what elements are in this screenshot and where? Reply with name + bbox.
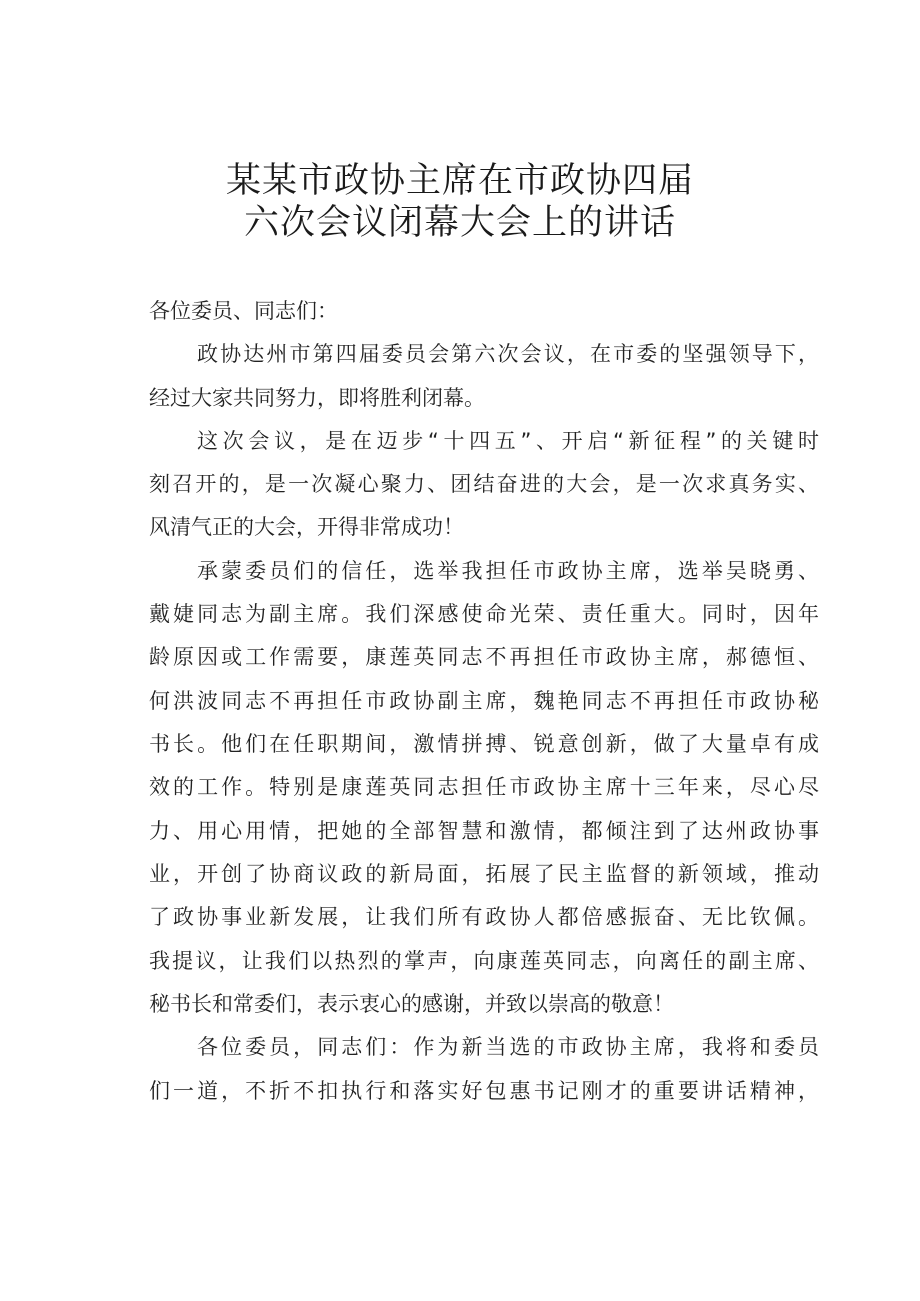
paragraph-1-line-2: 经过大家共同努力，即将胜利闭幕。 [149,386,485,410]
document-title-line-2: 六次会议闭幕大会上的讲话 [243,203,676,243]
paragraph-3-line-9: 了政协事业新发展，让我们所有政协人都倍感振奋、无比钦佩。 [149,905,819,929]
document-title-line-1: 某某市政协主席在市政协四届 [225,161,694,201]
paragraph-3-line-10: 我提议，让我们以热烈的掌声，向康莲英同志，向离任的副主席、 [149,949,819,973]
paragraph-3-line-4: 何洪波同志不再担任市政协副主席，魏艳同志不再担任市政协秘 [149,689,819,713]
paragraph-2-line-3: 风清气正的大会，开得非常成功！ [149,515,464,539]
paragraph-3-line-1: 承蒙委员们的信任，选举我担任市政协主席，选举吴晓勇、 [197,559,819,583]
paragraph-3-line-8: 业，开创了协商议政的新局面，拓展了民主监督的新领域，推动 [149,862,819,886]
paragraph-4-line-1: 各位委员，同志们：作为新当选的市政协主席，我将和委员 [197,1035,819,1059]
paragraph-4-line-2: 们一道，不折不扣执行和落实好包惠书记刚才的重要讲话精神， [149,1079,819,1103]
paragraph-3-line-11: 秘书长和常委们，表示衷心的感谢，并致以崇高的敬意！ [149,992,674,1016]
paragraph-3-line-5: 书长。他们在任职期间，激情拼搏、锐意创新，做了大量卓有成 [149,732,819,756]
salutation: 各位委员、同志们： [149,299,338,323]
paragraph-1-line-1: 政协达州市第四届委员会第六次会议，在市委的坚强领导下， [197,342,819,366]
paragraph-2-line-2: 刻召开的，是一次凝心聚力、团结奋进的大会，是一次求真务实、 [149,472,819,496]
paragraph-3-line-7: 力、用心用情，把她的全部智慧和激情，都倾注到了达州政协事 [149,819,819,843]
paragraph-3-line-2: 戴婕同志为副主席。我们深感使命光荣、责任重大。同时，因年 [149,602,819,626]
paragraph-2-line-1: 这次会议，是在迈步“十四五”、开启“新征程”的关键时 [197,429,819,453]
paragraph-3-line-3: 龄原因或工作需要，康莲英同志不再担任市政协主席，郝德恒、 [149,645,819,669]
paragraph-3-line-6: 效的工作。特别是康莲英同志担任市政协主席十三年来，尽心尽 [149,775,819,799]
